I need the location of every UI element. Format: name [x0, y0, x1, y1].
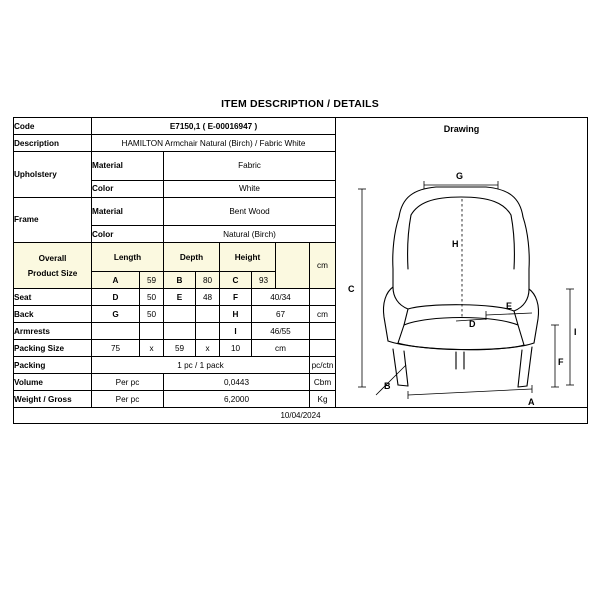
code-value: E7150,1 ( E-00016947 ) [92, 118, 336, 135]
frame-color-value: Natural (Birch) [164, 226, 336, 243]
specification-table [13, 117, 588, 424]
back-height-value: 67 [252, 306, 310, 323]
overall-product-size-label [14, 243, 92, 289]
overall-label-line1: Overall [38, 253, 67, 263]
back-length-value: 50 [140, 306, 164, 323]
frame-label: Frame [14, 197, 92, 243]
packing-size-unit: cm [252, 340, 310, 357]
upholstery-material-label: Material [92, 152, 164, 181]
frame-material-value: Bent Wood [164, 197, 336, 226]
drawing-title: Drawing [443, 124, 480, 134]
seat-depth-key: E [164, 289, 196, 306]
page-title: ITEM DESCRIPTION / DETAILS [221, 98, 379, 110]
seat-unit-blank [310, 289, 336, 306]
seat-length-value: 50 [140, 289, 164, 306]
weight-per: Per pc [92, 391, 164, 408]
armrests-depth-key-blank [164, 323, 196, 340]
dimension-label-E: E [506, 301, 513, 311]
table-row [14, 408, 588, 424]
seat-height-value: 40/34 [252, 289, 310, 306]
packing-size-x2: x [196, 340, 220, 357]
overall-depth-key: B [164, 272, 196, 289]
seat-label: Seat [14, 289, 92, 306]
weight-unit: Kg [310, 391, 336, 408]
volume-unit: Cbm [310, 374, 336, 391]
overall-depth-value: 80 [196, 272, 220, 289]
packing-size-length: 75 [92, 340, 140, 357]
code-label: Code [14, 118, 92, 135]
dimension-label-C: C [348, 284, 355, 294]
dimension-label-G: G [456, 171, 464, 181]
upholstery-color-value: White [164, 180, 336, 197]
armrests-height-value: 46/55 [252, 323, 310, 340]
frame-color-label: Color [92, 226, 164, 243]
seat-height-key: F [220, 289, 252, 306]
description-value: HAMILTON Armchair Natural (Birch) / Fabric White [92, 135, 336, 152]
upholstery-material-value: Fabric [164, 152, 336, 181]
armrests-unit-blank [310, 323, 336, 340]
overall-unit: cm [310, 243, 336, 289]
height-header: Height [220, 243, 276, 272]
overall-label-line2: Product Size [27, 268, 78, 278]
dimension-label-D: D [469, 319, 476, 329]
packing-size-label: Packing Size [14, 340, 92, 357]
seat-depth-value: 48 [196, 289, 220, 306]
back-depth-value-blank [196, 306, 220, 323]
overall-length-value: 59 [140, 272, 164, 289]
weight-label: Weight / Gross [14, 391, 92, 408]
drawing-cell [336, 118, 588, 408]
length-header: Length [92, 243, 164, 272]
packing-size-x1: x [140, 340, 164, 357]
overall-height-value: 93 [252, 272, 276, 289]
table-row [14, 118, 588, 135]
packing-size-unit-blank [310, 340, 336, 357]
volume-per: Per pc [92, 374, 164, 391]
dimension-label-A: A [528, 397, 535, 407]
packing-label: Packing [14, 357, 92, 374]
volume-label: Volume [14, 374, 92, 391]
weight-value: 6,2000 [164, 391, 310, 408]
depth-header: Depth [164, 243, 220, 272]
armrests-depth-value-blank [196, 323, 220, 340]
overall-height-key: C [220, 272, 252, 289]
armrests-length-key-blank [92, 323, 140, 340]
dimension-label-F: F [558, 357, 564, 367]
dimension-label-B: B [384, 381, 391, 391]
document-date: 10/04/2024 [14, 408, 588, 424]
packing-size-height: 10 [220, 340, 252, 357]
description-label: Description [14, 135, 92, 152]
dimension-label-I: I [574, 327, 577, 337]
armrests-length-value-blank [140, 323, 164, 340]
back-depth-key-blank [164, 306, 196, 323]
packing-value: 1 pc / 1 pack [92, 357, 310, 374]
packing-size-width: 59 [164, 340, 196, 357]
upholstery-color-label: Color [92, 180, 164, 197]
frame-material-label: Material [92, 197, 164, 226]
armrests-height-key: I [220, 323, 252, 340]
dimension-label-H: H [452, 239, 459, 249]
back-label: Back [14, 306, 92, 323]
back-unit: cm [310, 306, 336, 323]
back-height-key: H [220, 306, 252, 323]
armchair-drawing [336, 137, 588, 407]
seat-length-key: D [92, 289, 140, 306]
armrests-label: Armrests [14, 323, 92, 340]
packing-unit: pc/ctn [310, 357, 336, 374]
overall-unit-blank [276, 243, 310, 289]
overall-length-key: A [92, 272, 140, 289]
back-length-key: G [92, 306, 140, 323]
upholstery-label: Upholstery [14, 152, 92, 198]
volume-value: 0,0443 [164, 374, 310, 391]
